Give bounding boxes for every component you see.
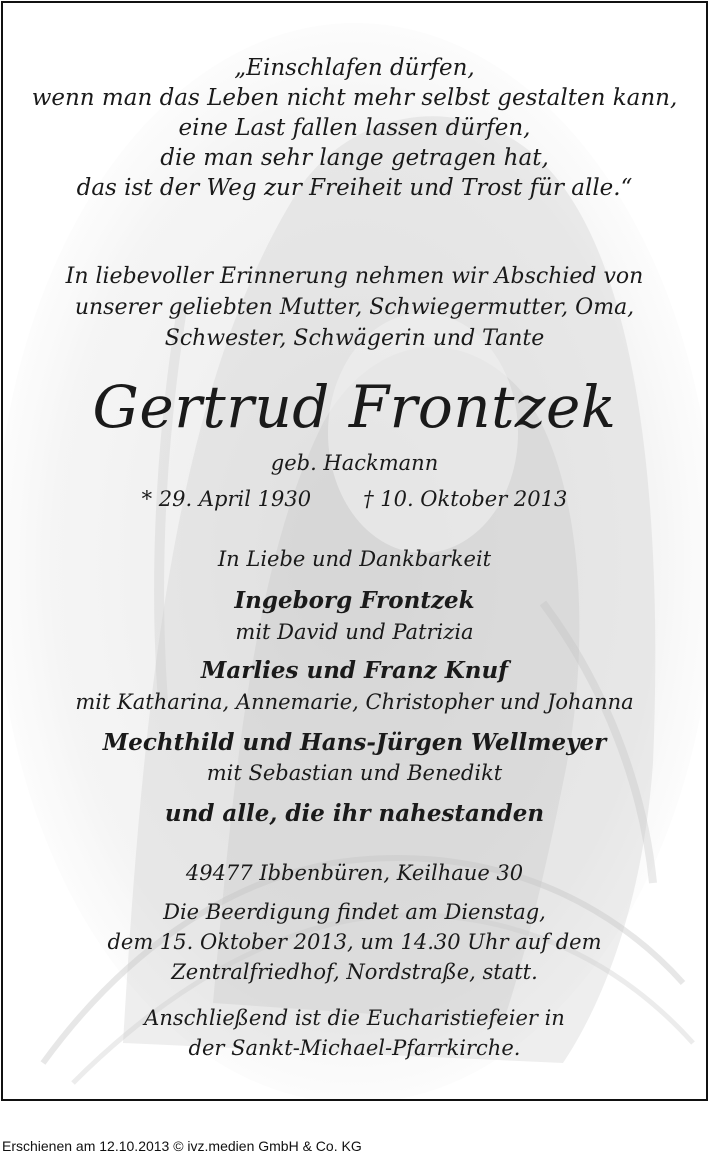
poem-line-4: die man sehr lange getragen hat, bbox=[160, 145, 549, 171]
deceased-name: Gertrud Frontzek bbox=[92, 373, 617, 441]
funeral-line-1: Die Beerdigung findet am Dienstag, bbox=[163, 900, 546, 924]
poem-line-5: das ist der Weg zur Freiheit und Trost für alle.“ bbox=[76, 175, 633, 201]
poem-line-3: eine Last fallen lassen dürfen, bbox=[178, 115, 531, 141]
funeral-line-2: dem 15. Oktober 2013, um 14.30 Uhr auf dem bbox=[107, 930, 602, 954]
family-with-3: mit Sebastian und Benedikt bbox=[206, 761, 503, 785]
intro-line-3: Schwester, Schwägerin und Tante bbox=[164, 326, 545, 351]
afterwards-line-2: der Sankt-Michael-Pfarrkirche. bbox=[188, 1036, 521, 1060]
family-with-1: mit David und Patrizia bbox=[235, 620, 474, 644]
birth-date: * 29. April 1930 bbox=[141, 487, 312, 511]
address: 49477 Ibbenbüren, Keilhaue 30 bbox=[185, 861, 524, 885]
family-name-3: Mechthild und Hans-Jürgen Wellmeyer bbox=[102, 729, 607, 756]
family-with-2: mit Katharina, Annemarie, Christopher und Johanna bbox=[75, 690, 634, 714]
mourners-heading: In Liebe und Dankbarkeit bbox=[217, 547, 492, 571]
death-date: † 10. Oktober 2013 bbox=[363, 487, 568, 511]
mourners-closing: und alle, die ihr nahestanden bbox=[164, 800, 545, 827]
life-dates bbox=[3, 487, 706, 511]
publication-footer: Erschienen am 12.10.2013 © ivz.medien GmbH & Co. KG bbox=[2, 1138, 362, 1154]
afterwards-line-1: Anschließend ist die Eucharistiefeier in bbox=[144, 1006, 565, 1030]
poem-line-2: wenn man das Leben nicht mehr selbst gestalten kann, bbox=[31, 85, 678, 111]
family-name-2: Marlies und Franz Knuf bbox=[200, 657, 509, 684]
poem-line-1: „Einschlafen dürfen, bbox=[234, 55, 475, 81]
birth-name: geb. Hackmann bbox=[270, 451, 439, 475]
intro-line-2: unserer geliebten Mutter, Schwiegermutter, Oma, bbox=[74, 295, 635, 320]
intro-line-1: In liebevoller Erinnerung nehmen wir Abschied von bbox=[65, 264, 644, 289]
family-name-1: Ingeborg Frontzek bbox=[234, 587, 475, 614]
funeral-line-3: Zentralfriedhof, Nordstraße, statt. bbox=[171, 960, 538, 984]
obituary-card bbox=[1, 1, 708, 1101]
